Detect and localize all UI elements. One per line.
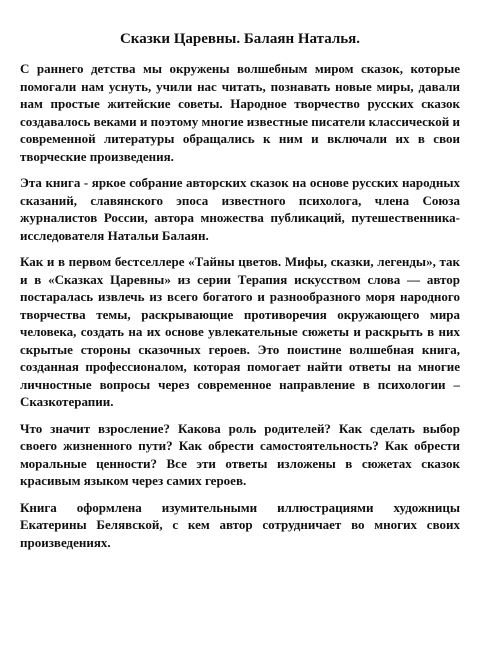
paragraph-series: Как и в первом бестселлере «Тайны цветов. Мифы, сказки, легенды», так и в «Сказках Царевны» из серии Терапия искусством слова — автор постаралась извлечь из всего богатого и разнообразного моря народного творчества темы, раскрывающие противоречия окружающего мира человека, создать на их основе увлекательные сюжеты и раскрыть в них скрытые стороны сказочных героев. Это поистине волшебная книга, созданная профессионалом, которая помогает найти ответы на многие личностные вопросы через современное направление в психологии – Сказкотерапии.: [20, 254, 460, 409]
paragraph-intro: С раннего детства мы окружены волшебным миром сказок, которые помогали нам уснуть, учили нас читать, познавать новые миры, давали нам простые житейские советы. Народное творчество русских сказок создавалось веками и поэтому многие известные писатели классической и современной литературы обращались к ним и включали их в свои творческие произведения.: [20, 61, 460, 164]
paragraph-illustrations: Книга оформлена изумительными иллюстрациями художницы Екатерины Белявской, с кем автор сотрудничает во многих своих произведениях.: [20, 499, 460, 550]
document-title: Сказки Царевны. Балаян Наталья.: [119, 31, 361, 47]
paragraph-book-description: Эта книга - яркое собрание авторских сказок на основе русских народных сказаний, славянского эпоса известного психолога, члена Союза журналистов России, автора множества публикаций, путешественника-исследователя Натальи Балаян.: [20, 175, 460, 243]
paragraph-questions: Что значит взросление? Какова роль родителей? Как сделать выбор своего жизненного пути? Как обрести самостоятельность? Как обрести моральные ценности? Все эти ответы изложены в сюжетах сказок красивым языком через самих героев.: [20, 420, 460, 488]
